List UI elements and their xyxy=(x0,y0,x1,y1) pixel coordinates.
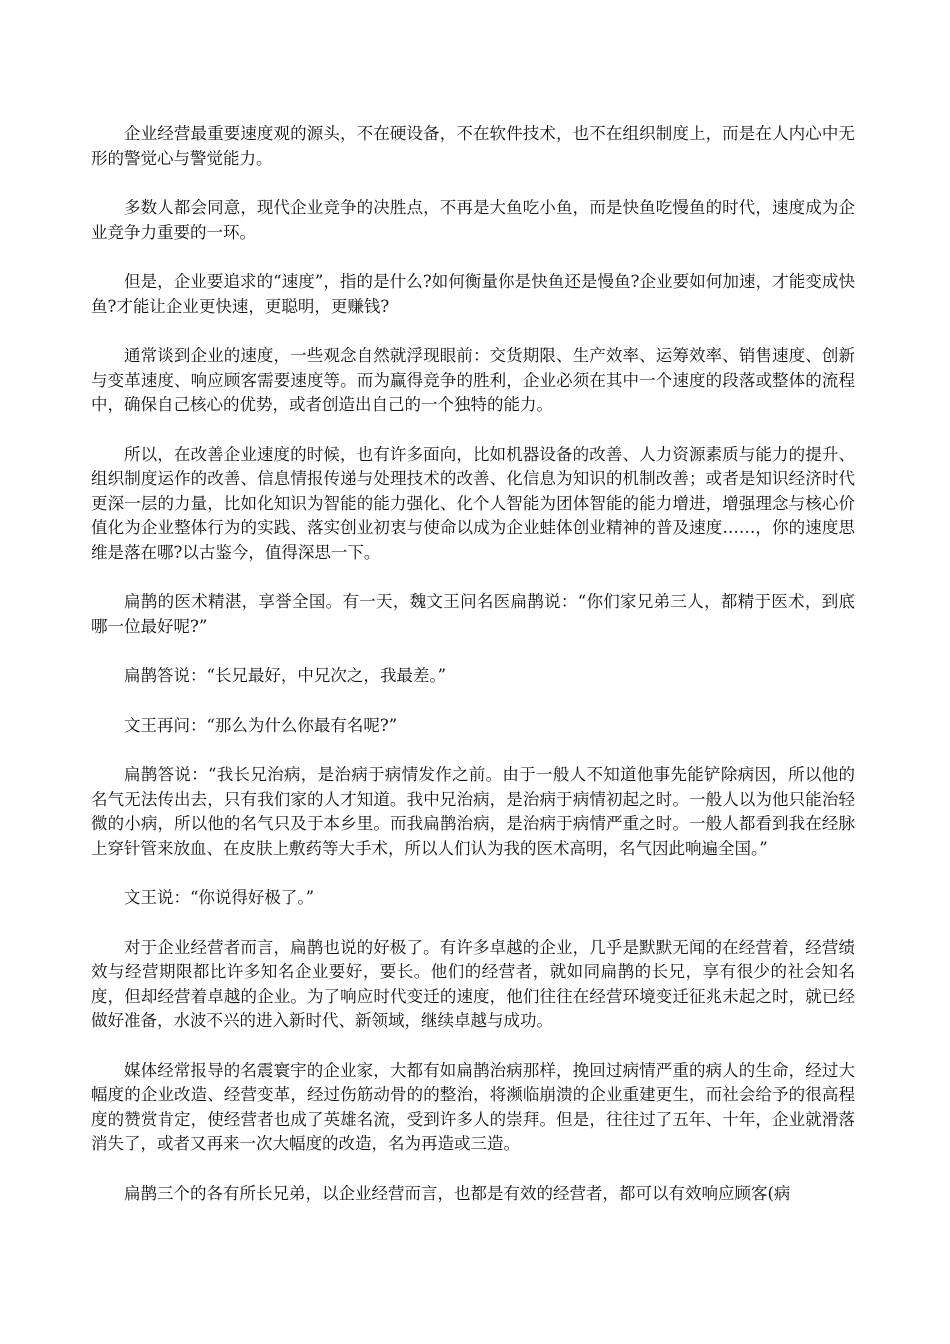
paragraph: 企业经营最重要速度观的源头，不在硬设备，不在软件技术，也不在组织制度上，而是在人内心中无形的警觉心与警觉能力。 xyxy=(91,124,855,168)
paragraph: 扁鹊答说：“长兄最好，中兄次之，我最差。” xyxy=(124,666,447,685)
paragraph: 但是，企业要追求的“速度”，指的是什么?如何衡量你是快鱼还是慢鱼?企业要如何加速，才能变成快鱼?才能让企业更快速，更聪明，更赚钱? xyxy=(91,272,855,316)
paragraph: 所以，在改善企业速度的时候，也有许多面向，比如机器设备的改善、人力资源素质与能力的提升、组织制度运作的改善、信息情报传递与处理技术的改善、化信息为知识的机制改善；或者是知识经济时代更深一层的力量，比如化知识为智能的能力强化、化个人智能为团体智能的能力增进，增强理念与核心价值化为企业整体行为的实践、落实创业初衷与使命以成为企业蛙体创业精神的普及速度……，你的速度思维是落在哪?以古鉴今，值得深思一下。 xyxy=(91,444,855,562)
paragraph: 扁鹊答说：“我长兄治病，是治病于病情发作之前。由于一般人不知道他事先能铲除病因，所以他的名气无法传出去，只有我们家的人才知道。我中兄治病，是治病于病情初起之时。一般人以为他只能治轻微的小病，所以他的名气只及于本乡里。而我扁鹊治病，是治病于病情严重之时。一般人都看到我在经脉上穿针管来放血、在皮肤上敷药等大手术，所以人们认为我的医术高明，名气因此响遍全国。” xyxy=(91,765,855,858)
paragraph: 扁鹊的医术精湛，享誉全国。有一天，魏文王问名医扁鹊说：“你们家兄弟三人，都精于医术，到底哪一位最好呢?” xyxy=(91,592,855,636)
paragraph: 通常谈到企业的速度，一些观念自然就浮现眼前：交货期限、生产效率、运筹效率、销售速度、创新与变革速度、响应顾客需要速度等。而为赢得竞争的胜利，企业必须在其中一个速度的段落或整体的流程中，确保自己核心的优势，或者创造出自己的一个独特的能力。 xyxy=(91,346,855,414)
document-body xyxy=(91,122,855,1231)
paragraph: 多数人都会同意，现代企业竞争的决胜点，不再是大鱼吃小鱼，而是快鱼吃慢鱼的时代，速度成为企业竞争力重要的一环。 xyxy=(91,198,855,242)
paragraph: 媒体经常报导的名震寰宇的企业家，大都有如扁鹊治病那样，挽回过病情严重的病人的生命，经过大幅度的企业改造、经营变革，经过伤筋动骨的的整治，将濒临崩溃的企业重建更生，而社会给予的很高程度的赞赏肯定，使经营者也成了英雄名流，受到许多人的崇拜。但是，往往过了五年、十年，企业就滑落消失了，或者又再来一次大幅度的改造，名为再造或三造。 xyxy=(91,1060,855,1153)
paragraph: 扁鹊三个的各有所长兄弟，以企业经营而言，也都是有效的经营者，都可以有效响应顾客(病 xyxy=(124,1183,791,1203)
paragraph: 文王说：“你说得好极了。” xyxy=(124,888,315,907)
paragraph: 对于企业经营者而言，扁鹊也说的好极了。有许多卓越的企业，几乎是默默无闻的在经营着，经营绩效与经营期限都比许多知名企业要好，要长。他们的经营者，就如同扁鹊的长兄，享有很少的社会知名度，但却经营着卓越的企业。为了响应时代变迁的速度，他们往往在经营环境变迁征兆未起之时，就已经做好准备，水波不兴的进入新时代、新领域，继续卓越与成功。 xyxy=(91,937,855,1030)
paragraph: 文王再问：“那么为什么你最有名呢?” xyxy=(124,715,398,735)
